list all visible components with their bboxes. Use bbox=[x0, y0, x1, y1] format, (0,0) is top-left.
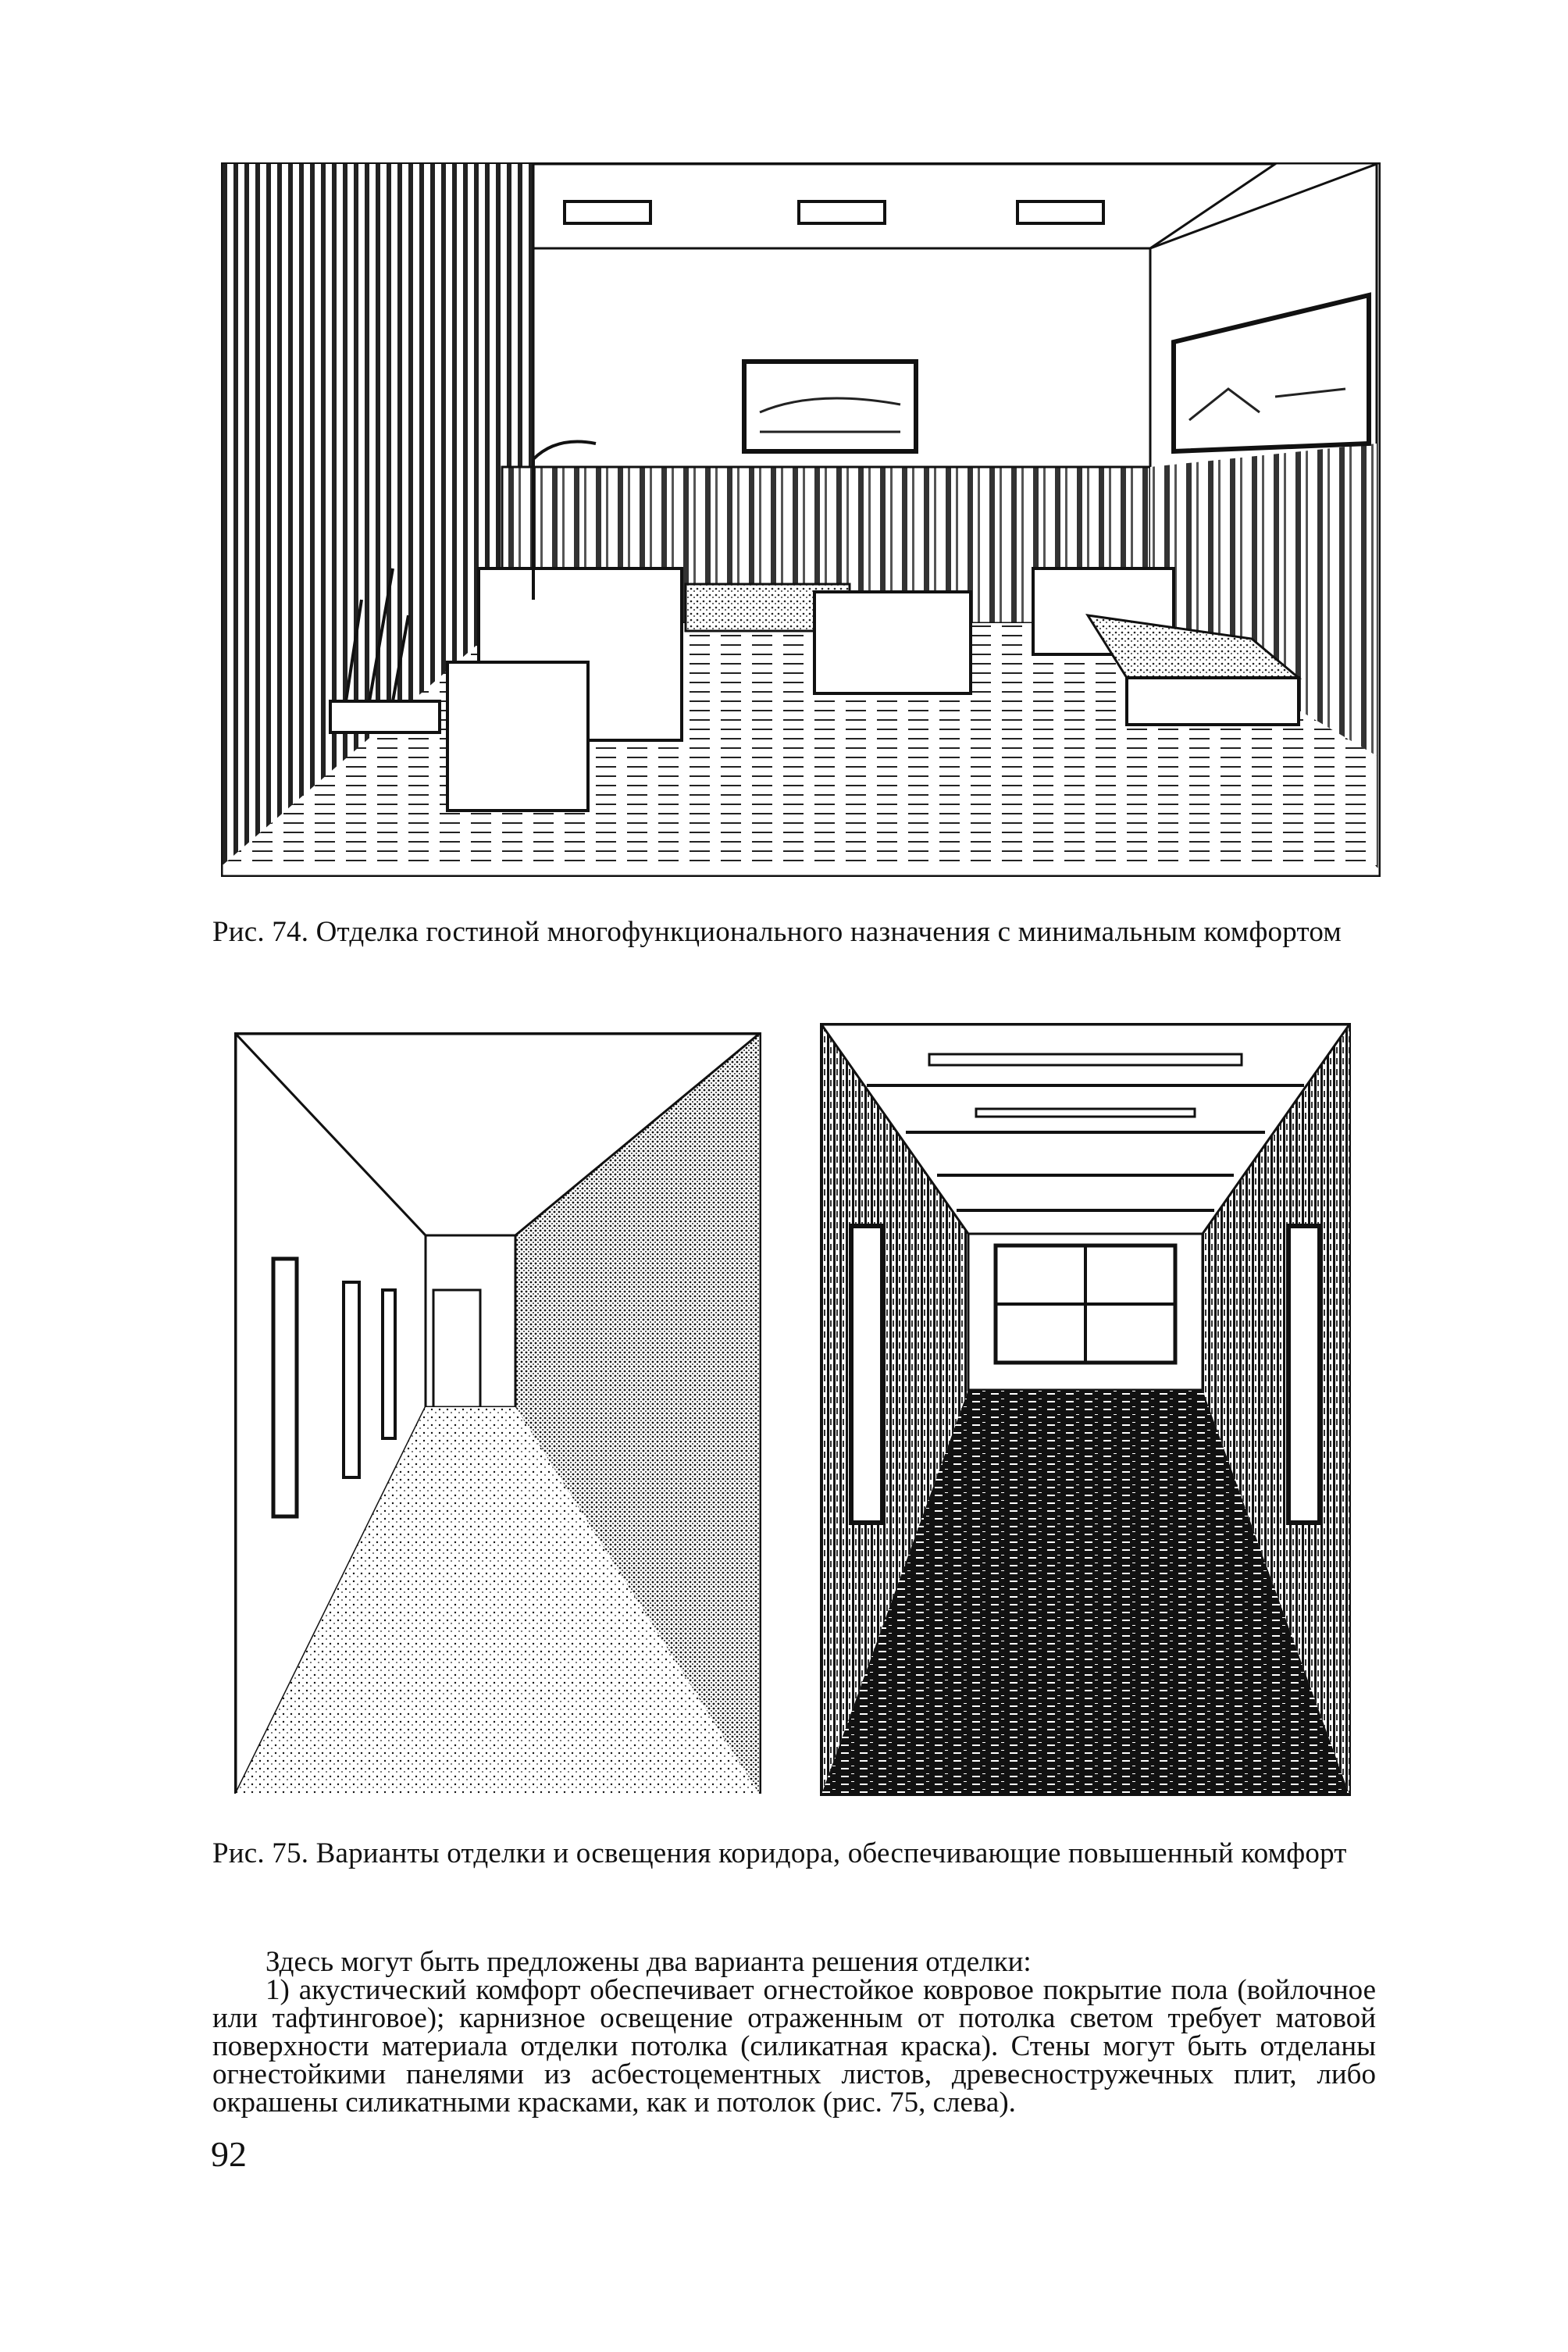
list-item-1: 1) акустический комфорт обеспечивает огнестойкое ковровое покрытие пола (войлочное или тафтинговое); карнизное освещение отраженным от потолка светом требует матовой поверхности материала отделки потолка (силикатная краска). Стены могут быть отделаны огнестойкими панелями из асбестоцементных листов, древесностружечных плит, либо окрашены силикатными красками, как и потолок (рис. 75, слева). bbox=[212, 1974, 1376, 2119]
figure-74-illustration bbox=[221, 162, 1381, 877]
living-room-drawing bbox=[221, 162, 1381, 877]
dark-corridor-drawing bbox=[820, 1023, 1351, 1796]
figure-75-right-illustration bbox=[820, 1023, 1351, 1796]
page-number: 92 bbox=[211, 2134, 247, 2174]
body-text bbox=[212, 1948, 1376, 2117]
figure-75-caption: Рис. 75. Варианты отделки и освещения коридора, обеспечивающие повышенный комфорт bbox=[212, 1837, 1347, 1869]
intro-paragraph: Здесь могут быть предложены два варианта решения отделки: bbox=[265, 1946, 1032, 1978]
figure-75-left-illustration bbox=[234, 1032, 761, 1794]
figure-74-caption: Рис. 74. Отделка гостиной многофункционального назначения с минимальным комфортом bbox=[212, 916, 1342, 948]
light-corridor-drawing bbox=[234, 1032, 761, 1794]
